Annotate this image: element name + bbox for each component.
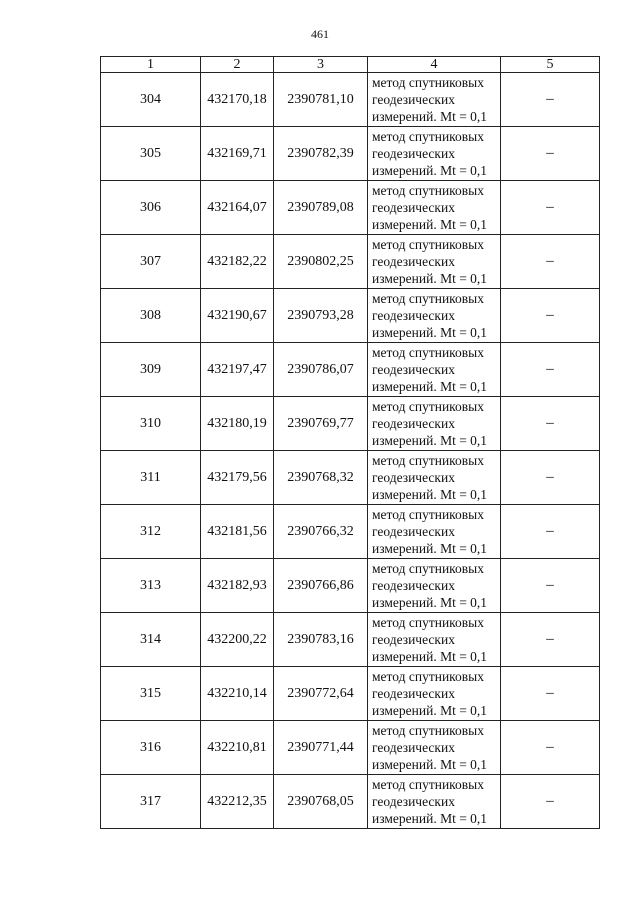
note-cell: – [501,289,600,343]
method-line: метод спутниковых [372,129,484,144]
method-cell [368,559,501,613]
method-line: метод спутниковых [372,345,484,360]
note-cell: – [501,451,600,505]
note-cell: – [501,775,600,829]
method-line: метод спутниковых [372,669,484,684]
method-line: измерений. Mt = 0,1 [372,163,488,178]
method-line: геодезических [372,308,455,323]
method-line: измерений. Mt = 0,1 [372,811,488,826]
method-line: метод спутниковых [372,291,484,306]
method-cell [368,721,501,775]
y-coordinate-cell: 2390768,32 [274,451,368,505]
point-number-cell: 311 [101,451,201,505]
point-number-cell: 314 [101,613,201,667]
method-line: геодезических [372,794,455,809]
method-line: геодезических [372,200,455,215]
point-number-cell: 308 [101,289,201,343]
table-row [101,343,600,397]
table-row [101,505,600,559]
table-row [101,181,600,235]
method-cell [368,235,501,289]
y-coordinate-cell: 2390769,77 [274,397,368,451]
method-cell [368,775,501,829]
y-coordinate-cell: 2390793,28 [274,289,368,343]
y-coordinate-cell: 2390802,25 [274,235,368,289]
method-line: измерений. Mt = 0,1 [372,325,488,340]
x-coordinate-cell: 432164,07 [201,181,274,235]
x-coordinate-cell: 432190,67 [201,289,274,343]
note-cell: – [501,181,600,235]
method-line: метод спутниковых [372,453,484,468]
method-cell [368,613,501,667]
method-line: измерений. Mt = 0,1 [372,541,488,556]
x-coordinate-cell: 432169,71 [201,127,274,181]
header-col-3: 3 [274,57,368,73]
y-coordinate-cell: 2390789,08 [274,181,368,235]
method-cell [368,667,501,721]
method-line: геодезических [372,632,455,647]
table-row [101,667,600,721]
table-row [101,289,600,343]
table-row [101,559,600,613]
y-coordinate-cell: 2390786,07 [274,343,368,397]
y-coordinate-cell: 2390766,86 [274,559,368,613]
point-number-cell: 304 [101,73,201,127]
method-line: метод спутниковых [372,723,484,738]
note-cell: – [501,73,600,127]
point-number-cell: 315 [101,667,201,721]
method-line: измерений. Mt = 0,1 [372,595,488,610]
note-cell: – [501,613,600,667]
point-number-cell: 313 [101,559,201,613]
y-coordinate-cell: 2390772,64 [274,667,368,721]
method-line: измерений. Mt = 0,1 [372,487,488,502]
point-number-cell: 305 [101,127,201,181]
y-coordinate-cell: 2390781,10 [274,73,368,127]
method-line: геодезических [372,740,455,755]
method-line: измерений. Mt = 0,1 [372,703,488,718]
method-line: измерений. Mt = 0,1 [372,217,488,232]
method-line: геодезических [372,578,455,593]
method-line: геодезических [372,470,455,485]
table-row [101,613,600,667]
method-line: геодезических [372,146,455,161]
method-cell [368,289,501,343]
method-cell [368,181,501,235]
y-coordinate-cell: 2390783,16 [274,613,368,667]
x-coordinate-cell: 432200,22 [201,613,274,667]
point-number-cell: 316 [101,721,201,775]
header-col-1: 1 [101,57,201,73]
method-line: геодезических [372,686,455,701]
page-number: 461 [311,27,329,41]
note-cell: – [501,721,600,775]
coordinates-table [100,56,600,829]
table-row [101,235,600,289]
point-number-cell: 309 [101,343,201,397]
table-row [101,721,600,775]
y-coordinate-cell: 2390771,44 [274,721,368,775]
method-line: измерений. Mt = 0,1 [372,379,488,394]
header-row [101,57,600,73]
table-row [101,397,600,451]
note-cell: – [501,343,600,397]
method-line: геодезических [372,416,455,431]
table-row [101,775,600,829]
method-cell [368,73,501,127]
method-line: измерений. Mt = 0,1 [372,757,488,772]
method-cell [368,127,501,181]
note-cell: – [501,505,600,559]
method-cell [368,451,501,505]
note-cell: – [501,559,600,613]
note-cell: – [501,397,600,451]
x-coordinate-cell: 432179,56 [201,451,274,505]
x-coordinate-cell: 432210,81 [201,721,274,775]
x-coordinate-cell: 432181,56 [201,505,274,559]
method-line: метод спутниковых [372,561,484,576]
x-coordinate-cell: 432212,35 [201,775,274,829]
note-cell: – [501,667,600,721]
method-line: геодезических [372,524,455,539]
method-line: измерений. Mt = 0,1 [372,109,488,124]
x-coordinate-cell: 432182,93 [201,559,274,613]
note-cell: – [501,235,600,289]
y-coordinate-cell: 2390768,05 [274,775,368,829]
point-number-cell: 307 [101,235,201,289]
point-number-cell: 312 [101,505,201,559]
method-line: измерений. Mt = 0,1 [372,271,488,286]
header-col-5: 5 [501,57,600,73]
method-line: метод спутниковых [372,237,484,252]
x-coordinate-cell: 432210,14 [201,667,274,721]
header-col-4: 4 [368,57,501,73]
method-line: метод спутниковых [372,183,484,198]
method-line: метод спутниковых [372,399,484,414]
method-cell [368,397,501,451]
method-line: измерений. Mt = 0,1 [372,433,488,448]
y-coordinate-cell: 2390782,39 [274,127,368,181]
note-cell: – [501,127,600,181]
method-line: метод спутниковых [372,777,484,792]
x-coordinate-cell: 432182,22 [201,235,274,289]
method-line: метод спутниковых [372,615,484,630]
point-number-cell: 306 [101,181,201,235]
method-line: геодезических [372,254,455,269]
x-coordinate-cell: 432197,47 [201,343,274,397]
method-line: геодезических [372,362,455,377]
header-col-2: 2 [201,57,274,73]
table-body [101,73,600,829]
x-coordinate-cell: 432170,18 [201,73,274,127]
method-cell [368,343,501,397]
table-row [101,451,600,505]
y-coordinate-cell: 2390766,32 [274,505,368,559]
method-line: геодезических [372,92,455,107]
method-line: метод спутниковых [372,75,484,90]
method-line: метод спутниковых [372,507,484,522]
table-row [101,127,600,181]
point-number-cell: 310 [101,397,201,451]
method-cell [368,505,501,559]
method-line: измерений. Mt = 0,1 [372,649,488,664]
x-coordinate-cell: 432180,19 [201,397,274,451]
table-row [101,73,600,127]
point-number-cell: 317 [101,775,201,829]
